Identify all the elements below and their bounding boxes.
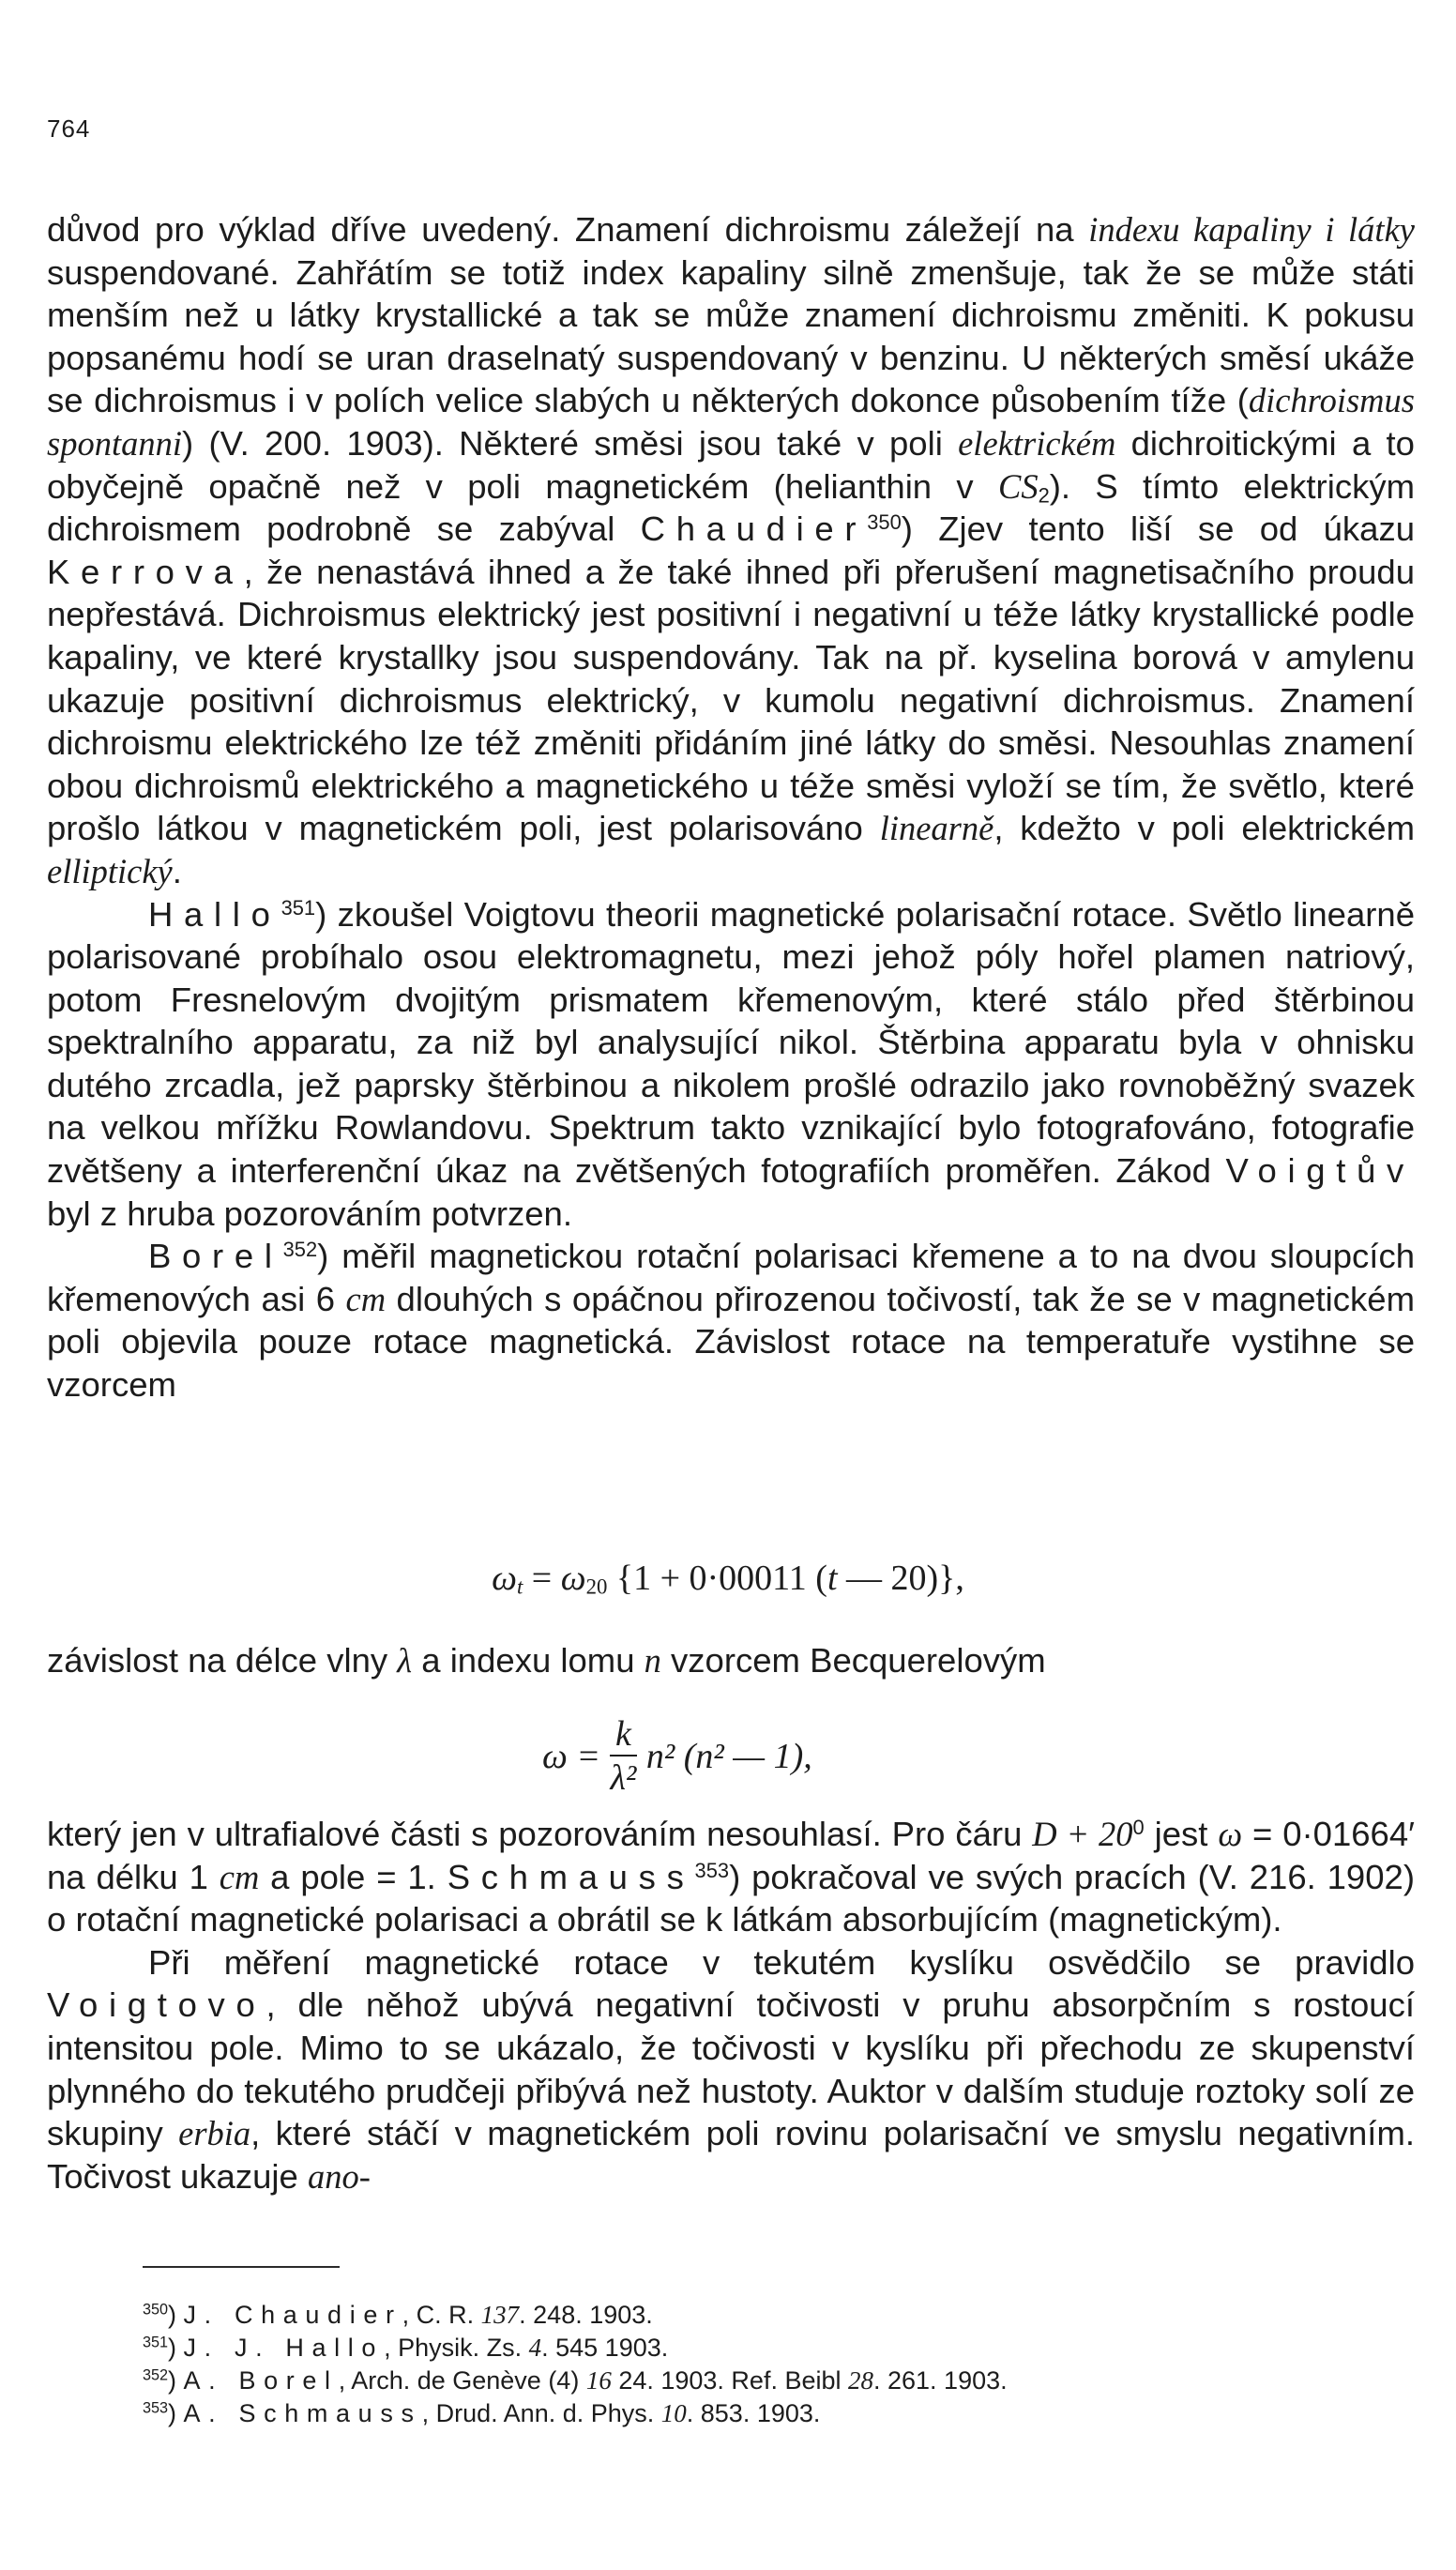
footnotes <box>143 2299 1400 2430</box>
unit-text: cm <box>219 1857 260 1896</box>
equation-temperature <box>0 1558 1456 1599</box>
text-run: ) měřil magnetickou rotační polarisaci křemene a to na dvou sloupcích křemenových asi 6 <box>47 1237 1415 1318</box>
italic-text: elektrickém <box>958 423 1116 463</box>
formula-subscript: 2 <box>1038 482 1050 507</box>
italic-text: ano- <box>307 2156 371 2196</box>
footnote-volume: 28 <box>848 2366 873 2395</box>
text-run: , dle něhož ubývá negativní točivosti v pruhu absorpčním s rostoucí intensitou pole. Mimo to se ukázalo, že točivosti v kyslíku při přechodu ze skupenství plynného do tekutého prudčeji přibývá než hustoty. Auktor v dalším studuje roztoky solí ze skupiny <box>47 1985 1415 2153</box>
footnote-number: 351 <box>143 2334 169 2351</box>
eq-lhs: ω = <box>542 1737 600 1776</box>
footnote-author: A. Schmauss <box>183 2399 422 2427</box>
footnote-text: . 853. 1903. <box>686 2399 821 2427</box>
equation-body <box>542 1710 812 1803</box>
footnote-ref: 351 <box>281 895 316 920</box>
eq-symbol: λ <box>397 1641 413 1680</box>
eq-subscript: 20 <box>585 1574 608 1599</box>
text-run: , kdežto v poli elektrickém <box>993 809 1415 848</box>
eq-sign: = <box>531 1559 553 1598</box>
eq-symbol: ω <box>492 1559 517 1598</box>
fraction <box>610 1713 637 1800</box>
footnote-author: J. Chaudier <box>183 2301 402 2329</box>
eq-subscript: t <box>516 1574 523 1599</box>
text-run: ) (V. 200. 1903). Některé směsi jsou také v poli <box>182 423 959 463</box>
footnote-351: $^{351}$) J. J. Hallo, Physik. Zs. 4. 545 1903. <box>143 2334 669 2362</box>
italic-text: elliptický <box>47 851 173 890</box>
body-text-3 <box>47 1813 1415 2197</box>
footnote-author: J. J. Hallo <box>183 2334 385 2362</box>
footnote-ref: 350 <box>867 510 902 535</box>
footnote-divider <box>143 2266 340 2268</box>
text-run: dlouhých s opáčnou přirozenou točivostí, tak že se v magnetickém poli objevila pouze rotace magnetická. Závislost rotace na temperatuře vystihne se vzorcem <box>47 1279 1415 1405</box>
footnote-text: . 545 1903. <box>541 2334 669 2362</box>
text-run: byl z hruba pozorováním potvrzen. <box>47 1194 572 1233</box>
footnote-text: . 261. 1903. <box>873 2366 1008 2395</box>
eq-symbol: n <box>644 1641 661 1680</box>
spectral-line: D + 20 <box>1032 1815 1133 1853</box>
footnote-author: A. Borel <box>183 2366 339 2395</box>
text-run: a pole = 1. <box>259 1857 447 1896</box>
italic-text: dichroismus spontanni <box>47 381 1415 463</box>
author-name: Borel <box>148 1237 283 1276</box>
footnote-text: . 248. 1903. <box>519 2301 653 2329</box>
footnote-number: 352 <box>143 2366 169 2384</box>
eq-symbol: ω <box>560 1559 586 1598</box>
paragraph-1 <box>47 208 1415 893</box>
footnote-350: $^{350}$) J. Chaudier, C. R. 137. 248. 1903. <box>143 2301 653 2329</box>
paragraph-5 <box>47 1813 1415 1941</box>
unit-text: cm <box>345 1279 387 1318</box>
author-name: Voigtův <box>1225 1151 1415 1191</box>
body-text <box>47 208 1415 1407</box>
text-run: dichroitickými a to obyčejně opačně než v poli magnetickém (helianthin v <box>47 423 1415 506</box>
footnote-ref: 352 <box>282 1238 318 1262</box>
paragraph-4 <box>47 1639 1415 1682</box>
eq-rhs: n² (n² — 1), <box>645 1737 812 1776</box>
text-run: jest <box>1144 1815 1219 1853</box>
footnote-volume: 137 <box>480 2301 520 2329</box>
italic-text: indexu kapaliny i látky <box>1088 210 1415 249</box>
text-run: Při měření magnetické rotace v tekutém kyslíku osvědčilo se pravidlo <box>148 1942 1415 1982</box>
text-run: který jen v ultrafialové části s pozorováním nesouhlasí. Pro čáru <box>47 1815 1033 1853</box>
eq-text: — 20)}, <box>837 1559 964 1598</box>
footnote-352: $^{352}$) A. Borel, Arch. de Genève (4) 16 24. 1903. Ref. Beibl 28. 261. 1903. <box>143 2366 1008 2395</box>
footnote-353: $^{353}$) A. Schmauss, Drud. Ann. d. Phys. 10. 853. 1903. <box>143 2399 821 2427</box>
eq-symbol: ω <box>1218 1815 1243 1853</box>
fraction-numerator: k <box>610 1713 637 1756</box>
footnote-number: 350 <box>143 2301 169 2319</box>
text-run: ) zkoušel Voigtovu theorii magnetické polarisační rotace. Světlo linearně polarisované probíhalo osou elektromagnetu, mezi jehož póly hořel plamen natriový, potom Fresnelovým dvojitým prismatem křemenovým, které stálo před štěrbinou spektralního apparatu, za niž byl analysující nikol. Štěrbina apparatu byla v ohnisku dutého zrcadla, jež paprsky štěrbinou a nikolem prošlé odrazilo jako rovnoběžný svazek na velkou mřížku Rowlandovu. Spektrum takto vznikající bylo fotografováno, fotografie zvětšeny a interferenční úkaz na zvětšených fotografiích proměřen. Zákod <box>47 894 1415 1191</box>
degree-superscript: 0 <box>1132 1815 1145 1839</box>
footnote-text: , Arch. de Genève (4) <box>338 2366 586 2395</box>
footnote-text: , Physik. Zs. <box>384 2334 529 2362</box>
footnote-text: 24. 1903. Ref. Beibl <box>611 2366 848 2395</box>
footnote-number: 353 <box>143 2399 169 2417</box>
paragraph-6 <box>47 1941 1415 2198</box>
equation-becquerel <box>0 1710 1456 1803</box>
chemical-formula: CS <box>997 466 1039 506</box>
footnote-text: , Drud. Ann. d. Phys. <box>421 2399 661 2427</box>
text-run: = 0·01664′ na délku 1 <box>47 1815 1415 1896</box>
text-run: ) pokračoval ve svých pracích (V. 216. 1902) o rotační magnetické polarisaci a obrátil se k látkám absorbujícím (magnetickým). <box>47 1857 1415 1939</box>
text-run: suspendované. Zahřátím se totiž index kapaliny silně zmenšuje, tak že se může státi menším než u látky krystallické a tak se může znamení dichroismu změniti. K pokusu popsanému hodí se uran draselnatý suspendovaný v benzinu. U některých směsí ukáže se dichroismus i v polích velice slabých u některých dokonce působením tíže ( <box>47 252 1415 420</box>
footnote-volume: 16 <box>585 2366 612 2395</box>
text-run: vzorcem Becquerelovým <box>660 1641 1046 1680</box>
author-name: Schmauss <box>447 1857 695 1896</box>
body-text-2 <box>47 1639 1415 1682</box>
footnote-volume: 10 <box>660 2399 687 2427</box>
eq-symbol: t <box>827 1559 838 1598</box>
author-name: Voigtovo <box>47 1985 266 2025</box>
text-run: ). S tímto elektrickým dichroismem podrobně se zabýval <box>47 466 1415 549</box>
paragraph-3 <box>47 1235 1415 1406</box>
italic-text: linearně <box>879 809 994 848</box>
footnote-text: , C. R. <box>402 2301 481 2329</box>
author-name: Kerrova <box>47 552 244 591</box>
text-run: , které stáčí v magnetickém poli rovinu polarisační ve smyslu negativním. Točivost ukazuje <box>47 2114 1415 2196</box>
text-run: , že nenastává ihned a že také ihned při přerušení magnetisačního proudu nepřestává. Dichroismus elektrický jest positivní i negativní u téže látky krystallické podle kapaliny, ve které krystallky jsou suspendovány. Tak na př. kyselina borová v amylenu ukazuje positivní dichroismus elektrický, v kumolu negativní dichroismus. Znamení dichroismu elektrického lze též změniti přidáním jiné látky do směsi. Nesouhlas znamení obou dichroismů elektrického a magnetického u téže směsi vyloží se tím, že světlo, které prošlo látkou v magnetickém poli, jest polarisováno <box>47 552 1415 848</box>
author-name: Chaudier <box>640 509 868 549</box>
paragraph-2 <box>47 893 1415 1236</box>
author-name: Hallo <box>148 894 281 934</box>
fraction-denominator: λ² <box>610 1758 637 1798</box>
text-run: závislost na délce vlny <box>47 1641 398 1680</box>
footnote-volume: 4 <box>528 2334 542 2362</box>
footnote-ref: 353 <box>694 1858 730 1882</box>
eq-text: {1 + 0·00011 ( <box>615 1559 827 1598</box>
text-run: důvod pro výklad dříve uvedený. Znamení dichroismu záležejí na <box>47 210 1089 249</box>
italic-text: erbia <box>178 2114 251 2153</box>
text-run: ) Zjev tento liší se od úkazu <box>901 509 1415 549</box>
text-run: a indexu lomu <box>412 1641 645 1680</box>
page-number: 764 <box>47 114 91 143</box>
text-run: . <box>172 851 182 890</box>
